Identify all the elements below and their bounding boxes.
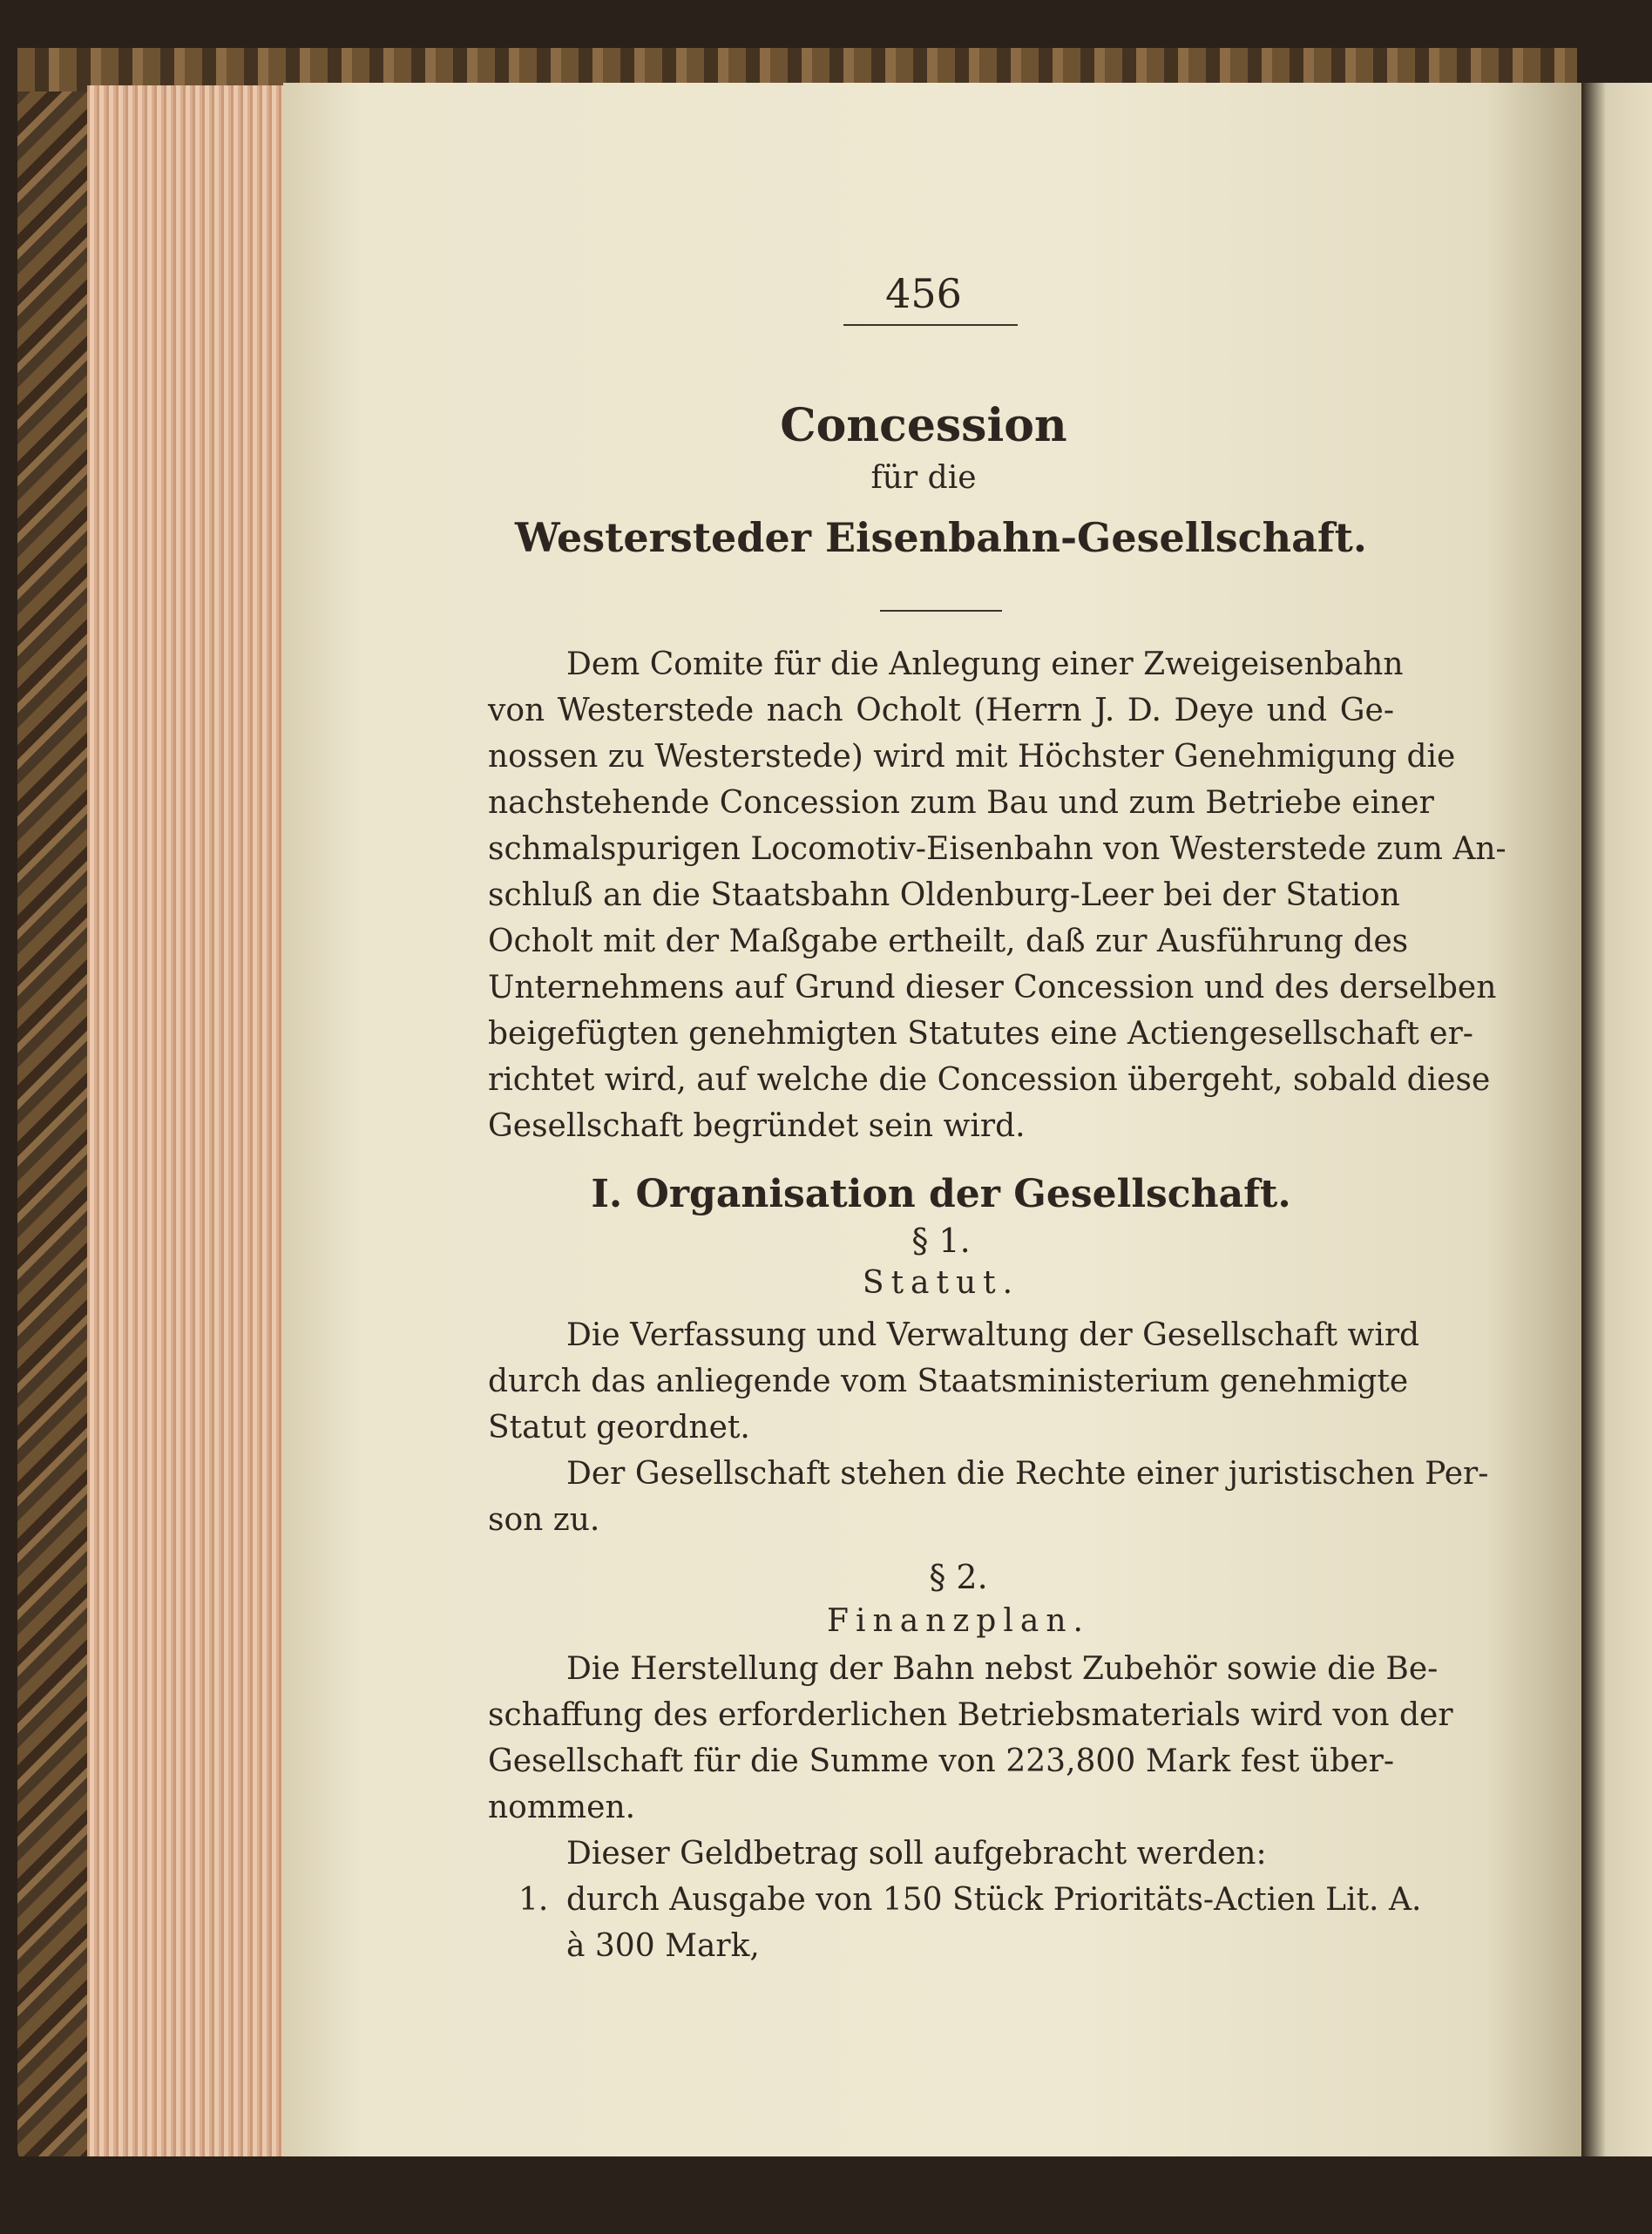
stacked-page-edges bbox=[87, 85, 292, 2163]
intro-line: Unternehmens auf Grund dieser Concession und des derselben bbox=[488, 970, 1497, 1005]
section-1-line: Der Gesellschaft stehen die Rechte einer juristischen Per- bbox=[566, 1456, 1489, 1492]
facing-page-gutter bbox=[1581, 83, 1652, 2161]
intro-line: richtet wird, auf welche die Concession übergeht, sobald diese bbox=[488, 1062, 1491, 1098]
intro-line: Ocholt mit der Maßgabe ertheilt, daß zur Ausführung des bbox=[488, 924, 1409, 959]
section-1-line: Statut geordnet. bbox=[488, 1410, 750, 1445]
section-1-line: Die Verfassung und Verwaltung der Gesellschaft wird bbox=[566, 1317, 1420, 1353]
title-company: Westersteder Eisenbahn-Gesellschaft. bbox=[515, 514, 1367, 561]
title-sub: für die bbox=[870, 460, 977, 496]
section-1-heading: I. Organisation der Gesellschaft. bbox=[591, 1172, 1291, 1216]
intro-line: von Westerstede nach Ocholt (Herrn J. D. Deye und Ge- bbox=[488, 693, 1394, 728]
intro-line: nossen zu Westerstede) wird mit Höchster Genehmigung die bbox=[488, 739, 1456, 775]
section-2-para-number: § 2. bbox=[929, 1558, 988, 1596]
section-2-line: schaffung des erforderlichen Betriebsmaterials wird von der bbox=[488, 1697, 1453, 1733]
section-1-line: durch das anliegende vom Staatsministerium genehmigte bbox=[488, 1364, 1409, 1399]
list-item-line: à 300 Mark, bbox=[566, 1928, 760, 1964]
section-2-line: Die Herstellung der Bahn nebst Zubehör sowie die Be- bbox=[566, 1651, 1439, 1687]
intro-line: nachstehende Concession zum Bau und zum Betriebe einer bbox=[488, 785, 1434, 821]
page-number-rule bbox=[843, 324, 1018, 326]
section-2-line: Dieser Geldbetrag soll aufgebracht werden: bbox=[566, 1836, 1267, 1872]
intro-line: schluß an die Staatsbahn Oldenburg-Leer bei der Station bbox=[488, 877, 1400, 913]
section-1-para-title: Statut. bbox=[862, 1265, 1020, 1301]
section-2-para-title: Finanzplan. bbox=[827, 1603, 1090, 1639]
title-main: Concession bbox=[780, 399, 1067, 452]
intro-line: schmalspurigen Locomotiv-Eisenbahn von Westerstede zum An- bbox=[488, 831, 1506, 867]
list-item-number: 1. bbox=[518, 1882, 549, 1918]
intro-line: beigefügten genehmigten Statutes eine Actiengesellschaft er- bbox=[488, 1016, 1473, 1052]
section-1-para-number: § 1. bbox=[911, 1222, 971, 1260]
section-1-line: son zu. bbox=[488, 1502, 600, 1538]
page-number: 456 bbox=[885, 270, 962, 317]
intro-line: Dem Comite für die Anlegung einer Zweigeisenbahn bbox=[566, 647, 1404, 682]
scan-bottom-edge bbox=[17, 2156, 1652, 2234]
section-2-line: Gesellschaft für die Summe von 223,800 Mark fest über- bbox=[488, 1743, 1394, 1779]
list-item-line: durch Ausgabe von 150 Stück Prioritäts-Actien Lit. A. bbox=[566, 1882, 1422, 1918]
section-2-line: nommen. bbox=[488, 1790, 636, 1825]
title-rule bbox=[880, 610, 1002, 612]
intro-line: Gesellschaft begründet sein wird. bbox=[488, 1108, 1026, 1144]
